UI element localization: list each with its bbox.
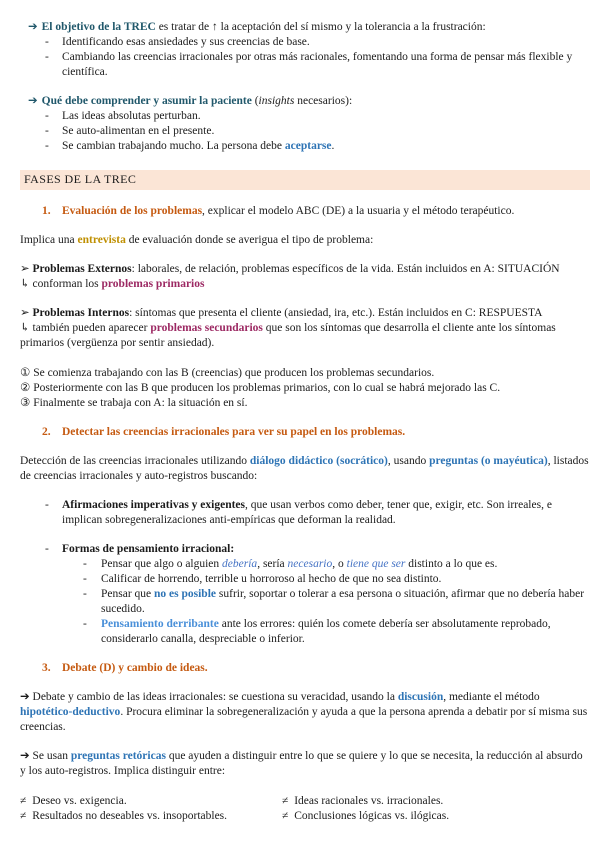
internal-problems-line: ➢ Problemas Internos: síntomas que presenta el cliente (ansiedad, ira, etc.). Están incluidos en C: RESPUESTA (20, 307, 543, 319)
objective-lead: El objetivo de la TREC (41, 21, 156, 33)
thought-form-text: Pensar que algo o alguien debería, sería necesario, o tiene que ser distinto a lo que es. (101, 558, 498, 570)
objective-item-text: Identificando esas ansiedades y sus creencias de base. (62, 36, 310, 48)
thought-form-item (83, 617, 590, 647)
thought-form-text: Pensamiento derribante ante los errores: quién los comete debería ser absolutamente reprobado, considerarlo canalla, despreciable o inferior. (101, 618, 551, 645)
no-es-posible-accent: no es posible (154, 588, 217, 600)
preguntas-retoricas-accent: preguntas retóricas (70, 750, 166, 762)
phase-2-number: 2. (42, 426, 51, 438)
return-arrow-icon: ↳ (20, 322, 30, 334)
circled-3-icon: ③ (20, 397, 31, 409)
insights-item (45, 139, 590, 154)
insights-item-text: Se auto-alimentan en el presente. (62, 125, 215, 137)
phase-3-title: Debate (D) y cambio de ideas. (62, 662, 208, 674)
distinction-item: ≠ Deseo vs. exigencia. (20, 795, 127, 807)
thought-form-item (83, 557, 590, 572)
distinction-item: ≠ Resultados no deseables vs. insoportables. (20, 810, 228, 822)
secondary-problems-subline: ↳ también pueden aparecer problemas secundarios que son los síntomas que desarrolla el cliente ante los síntomas primarios (vergüenza por sentir ansiedad). (20, 322, 556, 349)
tiene-que-ser-accent: tiene que ser (346, 558, 406, 570)
thought-form-text: Pensar que no es posible sufrir, soportar o tolerar a esa persona o situación, afirmar que no debería haber sucedido. (101, 588, 585, 615)
dash-bullet-icon: - (83, 573, 87, 585)
phase-1-number: 1. (42, 205, 51, 217)
dash-bullet-icon: - (45, 36, 49, 48)
primary-problems-accent: problemas primarios (101, 278, 205, 290)
return-arrow-icon: ↳ (20, 278, 30, 290)
irrational-thought-forms-title: Formas de pensamiento irracional: (62, 543, 235, 555)
deberia-accent: debería (222, 558, 258, 570)
phase-3-heading (42, 661, 590, 676)
internal-problems-label: Problemas Internos (32, 307, 130, 319)
imperative-statements-text: Afirmaciones imperativas y exigentes, que usan verbos como deber, tener que, exigir, etc. Son irreales, e implican sobregeneralizaciones anti-empíricas que deforman la realidad. (62, 499, 552, 526)
step-2: ② Posteriormente con las B que producen los problemas primarios, con lo cual se habrá mejorado las C. (20, 382, 501, 394)
arrow-right-icon: ➔ (20, 750, 30, 762)
discusion-accent: discusión (397, 691, 444, 703)
dash-bullet-icon: - (83, 618, 87, 630)
interview-paragraph: Implica una entrevista de evaluación donde se averigua el tipo de problema: (20, 234, 374, 246)
insights-item-text: Las ideas absolutas perturban. (62, 110, 201, 122)
dash-bullet-icon: - (45, 543, 49, 555)
insights-lead: Qué debe comprender y asumir la paciente (41, 95, 252, 107)
circled-2-icon: ② (20, 382, 31, 394)
dash-bullet-icon: - (83, 588, 87, 600)
triangle-bullet-icon: ➢ (20, 263, 30, 275)
not-equal-icon: ≠ (282, 795, 289, 807)
phases-section-header: FASES DE LA TREC (20, 170, 590, 190)
hipotetico-deductivo-accent: hipotético-deductivo (20, 706, 121, 718)
objective-item-text: Cambiando las creencias irracionales por otras más racionales, fomentando una forma de pensar más flexible y científica. (62, 51, 573, 78)
detection-paragraph: Detección de las creencias irracionales utilizando diálogo didáctico (socrático), usando preguntas (o mayéutica), listados de creencias irracionales y auto-registros buscando: (20, 455, 589, 482)
insights-item (45, 124, 590, 139)
dialogo-didactico-accent: diálogo didáctico (socrático) (249, 455, 388, 467)
distinctions-columns (20, 794, 590, 824)
phase-1-heading (42, 204, 590, 219)
irrational-thought-forms-item (45, 542, 590, 557)
dash-bullet-icon: - (45, 110, 49, 122)
dash-bullet-icon: - (45, 51, 49, 63)
phase-2-heading (42, 425, 590, 440)
step-3: ③ Finalmente se trabaja con A: la situación en sí. (20, 397, 248, 409)
entrevista-accent: entrevista (77, 234, 126, 246)
debate-paragraph: ➔ Debate y cambio de las ideas irracionales: se cuestiona su veracidad, usando la discusión, mediante el método hipotético-deductivo. Procura eliminar la sobregeneralización y ayuda a que la persona aprenda a debatir por sí misma sus creencias. (20, 691, 588, 733)
imperative-statements-item (45, 498, 590, 528)
insights-bullet (28, 94, 590, 109)
distinction-item: ≠ Conclusiones lógicas vs. ilógicas. (282, 810, 450, 822)
not-equal-icon: ≠ (282, 810, 289, 822)
circled-1-icon: ① (20, 367, 31, 379)
objective-item (45, 50, 590, 80)
insights-paren-open: ( (251, 95, 259, 107)
aceptarse-accent: aceptarse (284, 140, 332, 152)
arrow-right-icon: ➔ (28, 21, 38, 33)
step-1: ① Se comienza trabajando con las B (creencias) que producen los problemas secundarios. (20, 367, 435, 379)
not-equal-icon: ≠ (20, 810, 27, 822)
distinction-list-right (282, 794, 590, 824)
secondary-problems-accent: problemas secundarios (150, 322, 263, 334)
preguntas-mayeutica-accent: preguntas (o mayéutica) (429, 455, 548, 467)
pensamiento-derribante-accent: Pensamiento derribante (101, 618, 219, 630)
objective-item (45, 35, 590, 50)
dash-bullet-icon: - (45, 499, 49, 511)
phase-3-number: 3. (42, 662, 51, 674)
primary-problems-subline: ↳ conforman los problemas primarios (20, 278, 205, 290)
arrow-right-icon: ➔ (28, 95, 38, 107)
phase-1-title: Evaluación de los problemas, explicar el modelo ABC (DE) a la usuaria y el método terapéutico. (62, 205, 515, 217)
insights-paren-close: necesarios): (294, 95, 353, 107)
external-problems-label: Problemas Externos (32, 263, 132, 275)
rhetorical-questions-paragraph: ➔ Se usan preguntas retóricas que ayuden a distinguir entre lo que se quiere y lo que se necesita, la reducción al absurdo y los auto-registros. Implica distinguir entre: (20, 750, 583, 777)
insights-italic-word: insights (258, 95, 295, 107)
thought-form-item (83, 587, 590, 617)
working-order-steps (20, 366, 590, 411)
distinction-list-left (20, 794, 282, 824)
insights-item-text: Se cambian trabajando mucho. La persona debe aceptarse. (62, 140, 335, 152)
thought-form-item (83, 572, 590, 587)
objective-rest: es tratar de ↑ la aceptación del sí mismo y la tolerancia a la frustración: (155, 21, 486, 33)
external-problems-line: ➢ Problemas Externos: laborales, de relación, problemas específicos de la vida. Están incluidos en A: SITUACIÓN (20, 263, 560, 275)
insights-item (45, 109, 590, 124)
thought-form-text: Calificar de horrendo, terrible u horroroso al hecho de que no sea distinto. (101, 573, 442, 585)
not-equal-icon: ≠ (20, 795, 27, 807)
arrow-right-icon: ➔ (20, 691, 30, 703)
necesario-accent: necesario (287, 558, 333, 570)
triangle-bullet-icon: ➢ (20, 307, 30, 319)
distinction-item: ≠ Ideas racionales vs. irracionales. (282, 795, 444, 807)
objective-bullet (28, 20, 590, 35)
dash-bullet-icon: - (83, 558, 87, 570)
dash-bullet-icon: - (45, 125, 49, 137)
phase-2-title: Detectar las creencias irracionales para ver su papel en los problemas. (62, 426, 406, 438)
dash-bullet-icon: - (45, 140, 49, 152)
